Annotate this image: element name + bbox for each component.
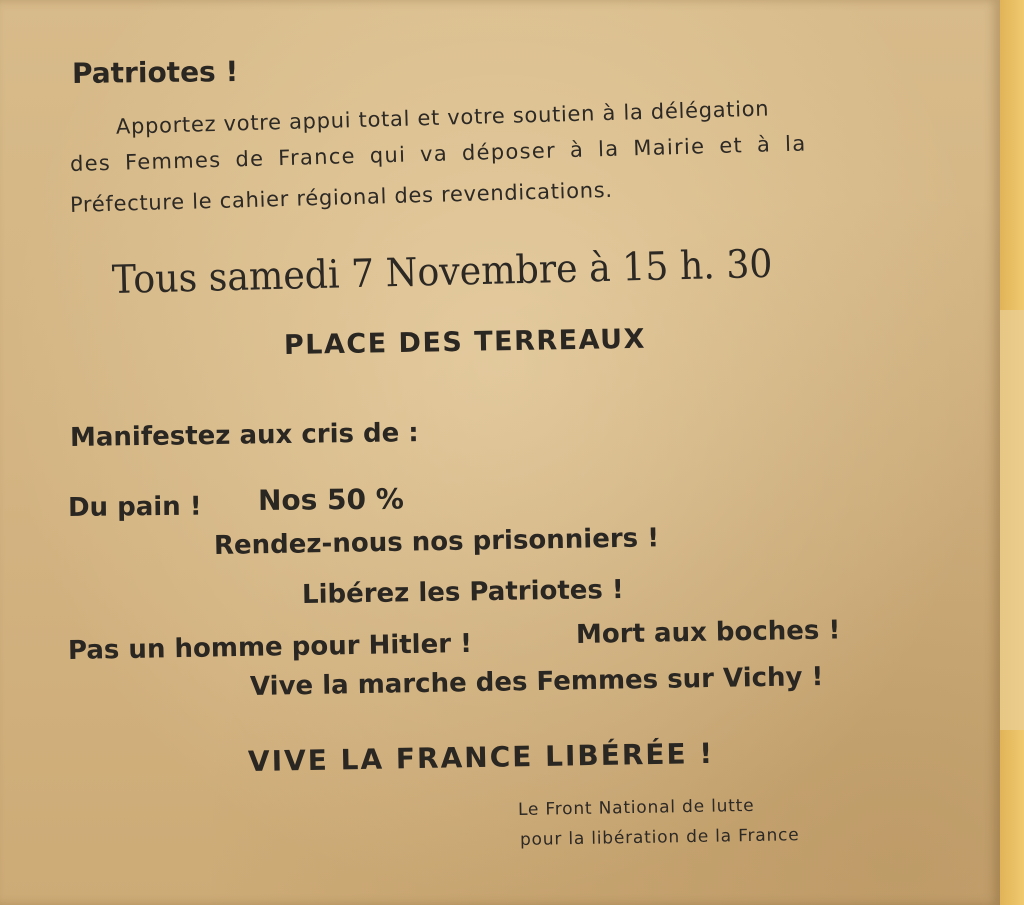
meeting-time: Tous samedi 7 Novembre à 15 h. 30 xyxy=(111,241,774,303)
signature-line-2: pour la libération de la France xyxy=(519,825,800,850)
slogan-fifty-percent: Nos 50 % xyxy=(257,482,405,517)
slogan-prisoners: Rendez-nous nos prisonniers ! xyxy=(213,523,660,561)
intro-line-1: Apportez votre appui total et votre soutien à la délégation xyxy=(115,96,770,139)
signature-line-1: Le Front National de lutte xyxy=(517,795,755,820)
tract-heading: Patriotes ! xyxy=(71,54,239,91)
slogan-not-one-man: Pas un homme pour Hitler ! xyxy=(67,628,473,666)
intro-line-2: des Femmes de France qui va déposer à la Mairie et à la xyxy=(69,131,807,176)
slogan-bread: Du pain ! xyxy=(67,491,202,523)
slogan-patriots: Libérez les Patriotes ! xyxy=(301,574,625,610)
slogan-death: Mort aux boches ! xyxy=(575,615,841,650)
slogan-march: Vive la marche des Femmes sur Vichy ! xyxy=(249,661,824,702)
call-heading: Manifestez aux cris de : xyxy=(69,418,419,453)
meeting-place: PLACE DES TERREAUX xyxy=(283,323,647,361)
background-strip xyxy=(1000,310,1024,730)
final-cry: VIVE LA FRANCE LIBÉRÉE ! xyxy=(247,736,715,778)
intro-line-3: Préfecture le cahier régional des revendications. xyxy=(69,177,614,217)
